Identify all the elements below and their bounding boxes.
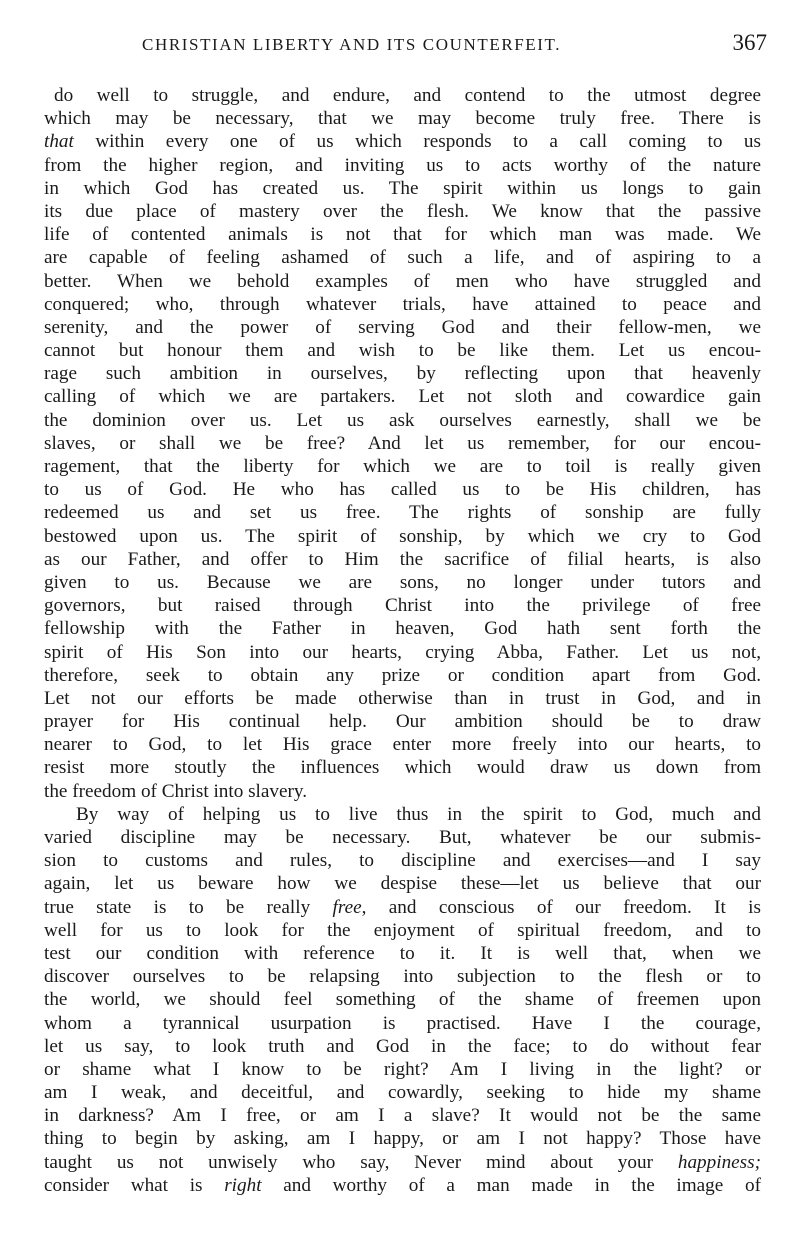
text-line: the world, we should feel something of the shame of freemen upon [44, 989, 761, 1011]
text-line: life of contented animals is not that for which man was made. We [44, 224, 761, 246]
text-line: or shame what I know to be right? Am I living in the light? or [44, 1058, 761, 1080]
text-line: spirit of His Son into our hearts, crying Abba, Father. Let us not, [44, 641, 761, 663]
text-line: whom a tyrannical usurpation is practised. Have I the courage, [44, 1012, 761, 1034]
page-header [90, 30, 767, 62]
text-line: test our condition with reference to it. It is well that, when we [44, 942, 761, 964]
text-line: let us say, to look truth and God in the face; to do without fear [44, 1035, 761, 1057]
text-line: consider what is right and worthy of a man made in the image of [44, 1174, 761, 1196]
text-line: rage such ambition in ourselves, by reflecting upon that heavenly [44, 363, 761, 385]
text-line: serenity, and the power of serving God and their fellow-men, we [44, 316, 761, 338]
text-line: which may be necessary, that we may become truly free. There is [44, 108, 761, 130]
text-line: Let not our efforts be made otherwise than in trust in God, and in [44, 687, 761, 709]
text-line: its due place of mastery over the flesh. We know that the passive [44, 200, 761, 222]
text-line: conquered; who, through whatever trials, have attained to peace and [44, 293, 761, 315]
text-line: prayer for His continual help. Our ambition should be to draw [44, 711, 761, 733]
text-line: are capable of feeling ashamed of such a life, and of aspiring to a [44, 247, 761, 269]
italic-word: happiness; [677, 1151, 761, 1173]
text-line: in which God has created us. The spirit within us longs to gain [44, 177, 761, 199]
text-line: that within every one of us which responds to a call coming to us [44, 131, 761, 153]
text-line: ragement, that the liberty for which we are to toil is really given [44, 456, 761, 477]
text-line: in darkness? Am I free, or am I a slave? It would not be the same [44, 1105, 761, 1127]
text-line: as our Father, and offer to Him the sacrifice of filial hearts, is also [44, 548, 761, 570]
italic-word: free [332, 896, 362, 918]
text-line: calling of which we are partakers. Let not sloth and cowardice gain [44, 386, 761, 408]
text-line: taught us not unwisely who say, Never mind about your happiness; [44, 1151, 761, 1173]
text-line: By way of helping us to live thus in the spirit to God, much and [76, 803, 761, 825]
text-line: redeemed us and set us free. The rights of sonship are fully [44, 502, 761, 524]
text-line: given to us. Because we are sons, no longer under tutors and [44, 571, 761, 593]
text-line: again, let us beware how we despise these—let us believe that our [44, 873, 761, 895]
text-line: sion to customs and rules, to discipline and exercises—and I say [44, 850, 761, 872]
text-line: resist more stoutly the influences which would draw us down from [44, 757, 761, 779]
text-line: am I weak, and deceitful, and cowardly, seeking to hide my shame [44, 1082, 761, 1104]
text-line: therefore, seek to obtain any prize or condition apart from God. [44, 664, 761, 686]
text-line: better. When we behold examples of men who have struggled and [44, 270, 761, 292]
text-line: varied discipline may be necessary. But, whatever be our submis- [44, 827, 761, 848]
italic-word: right [224, 1174, 262, 1196]
text-line: governors, but raised through Christ into the privilege of free [44, 595, 761, 617]
text-line: bestowed upon us. The spirit of sonship, by which we cry to God [44, 525, 761, 547]
body-text [44, 84, 761, 1197]
text-line: from the higher region, and inviting us to acts worthy of the nature [44, 154, 761, 176]
text-line: cannot but honour them and wish to be like them. Let us encou- [44, 340, 761, 362]
text-line: thing to begin by asking, am I happy, or am I not happy? Those have [44, 1128, 761, 1150]
page-number: 367 [732, 30, 767, 55]
text-line: true state is to be really free, and conscious of our freedom. It is [44, 896, 761, 918]
running-title: CHRISTIAN LIBERTY AND ITS COUNTERFEIT. [142, 35, 562, 54]
italic-word: that [44, 131, 74, 153]
text-line: the dominion over us. Let us ask ourselves earnestly, shall we be [44, 409, 761, 431]
text-line: nearer to God, to let His grace enter more freely into our hearts, to [44, 734, 761, 756]
text-line: the freedom of Christ into slavery. [44, 780, 308, 802]
text-line: fellowship with the Father in heaven, God hath sent forth the [44, 618, 761, 640]
text-line: do well to struggle, and endure, and contend to the utmost degree [54, 85, 761, 106]
text-line: well for us to look for the enjoyment of spiritual freedom, and to [44, 919, 761, 941]
text-line: slaves, or shall we be free? And let us remember, for our encou- [44, 432, 761, 454]
text-line: to us of God. He who has called us to be His children, has [44, 479, 761, 501]
text-line: discover ourselves to be relapsing into subjection to the flesh or to [44, 966, 761, 988]
